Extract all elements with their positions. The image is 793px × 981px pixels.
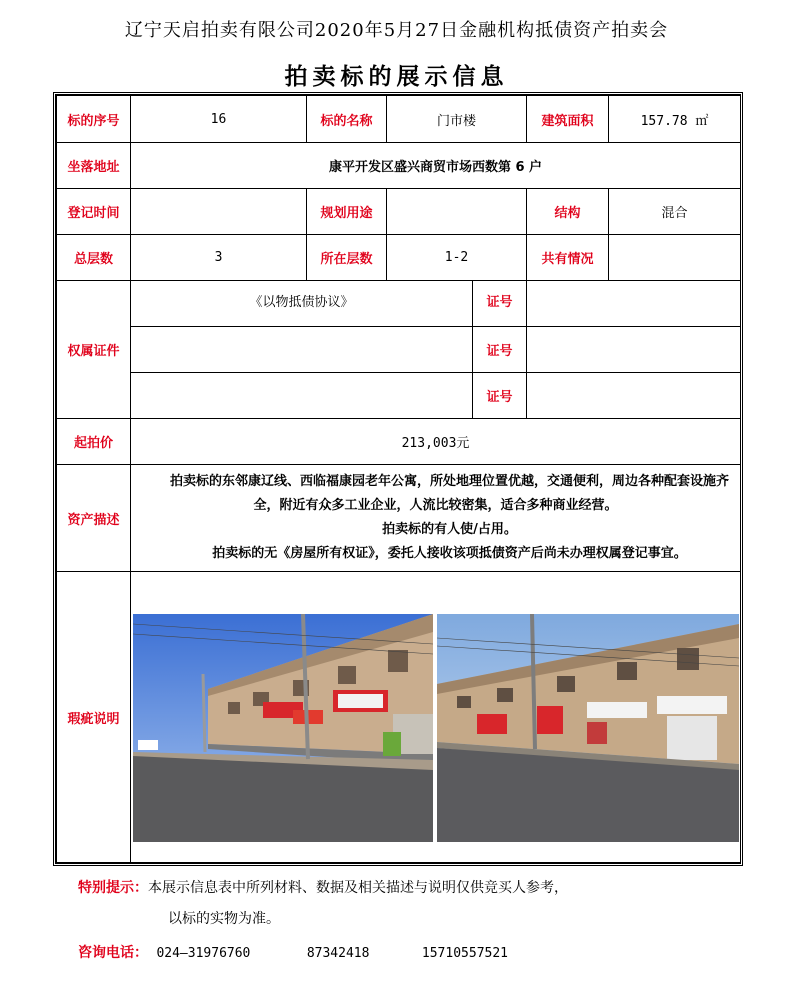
description-text [131,465,741,572]
photo-gallery [131,572,740,862]
notice-line-1 [78,877,568,897]
phone-number: 15710557521 [421,946,508,961]
certificate-no-label: 证号 [473,327,527,373]
property-photo-left [133,614,433,842]
phone-number: 87342418 [306,946,370,961]
area-label: 建筑面积 [527,96,609,143]
info-table-frame [55,94,741,864]
reg-time-value [131,189,307,235]
location-label: 坐落地址 [57,143,131,189]
certificate-name [131,373,473,419]
property-photo-right [437,614,739,842]
planning-label: 规划用途 [307,189,387,235]
lot-no-value: 16 [131,96,307,143]
info-table [56,95,741,863]
reg-time-label: 登记时间 [57,189,131,235]
structure-value: 混合 [609,189,741,235]
phone-number: 024—31976760 [156,946,251,961]
start-price-value: 213,003元 [131,419,741,465]
certificate-no-label: 证号 [473,281,527,327]
notice-line-2: 以标的实物为准。 [168,911,280,927]
shared-label: 共有情况 [527,235,609,281]
notice-label: 特别提示： [78,880,148,896]
total-floors-value: 3 [131,235,307,281]
certificate-no-label: 证号 [473,373,527,419]
certificate-no-value [527,281,741,327]
floor-value: 1-2 [387,235,527,281]
phone-line [78,942,508,962]
description-paragraph: 拍卖标的有人使/占用。 [382,522,517,537]
document-title: 拍卖标的展示信息 [284,63,509,90]
total-floors-label: 总层数 [57,235,131,281]
notice-text: 本展示信息表中所列材料、数据及相关描述与说明仅供竞买人参考， [148,880,568,896]
structure-label: 结构 [527,189,609,235]
photo-cell [131,572,741,863]
org-title: 辽宁天启拍卖有限公司2020年5月27日金融机构抵债资产拍卖会 [124,20,669,41]
lot-no-label: 标的序号 [57,96,131,143]
defect-label: 瑕疵说明 [57,572,131,863]
floor-label: 所在层数 [307,235,387,281]
description-label: 资产描述 [57,465,131,572]
start-price-label: 起拍价 [57,419,131,465]
certificate-no-value [527,327,741,373]
certificate-name: 《以物抵债协议》 [131,281,473,327]
location-value: 康平开发区盛兴商贸市场西数第 6 户 [131,143,741,189]
description-paragraph: 拍卖标的东邻康辽线、西临福康园老年公寓，所处地理位置优越，交通便利，周边各种配套设施齐全，附近有众多工业企业，人流比较密集，适合多种商业经营。 [170,474,730,513]
area-value: 157.78 ㎡ [609,96,741,143]
ownership-label: 权属证件 [57,281,131,419]
description-paragraph: 拍卖标的无《房屋所有权证》，委托人接收该项抵债资产后尚未办理权属登记事宜。 [212,546,687,561]
certificate-name [131,327,473,373]
shared-value [609,235,741,281]
planning-value [387,189,527,235]
certificate-no-value [527,373,741,419]
lot-name-value: 门市楼 [387,96,527,143]
lot-name-label: 标的名称 [307,96,387,143]
phone-label: 咨询电话： [78,945,148,961]
